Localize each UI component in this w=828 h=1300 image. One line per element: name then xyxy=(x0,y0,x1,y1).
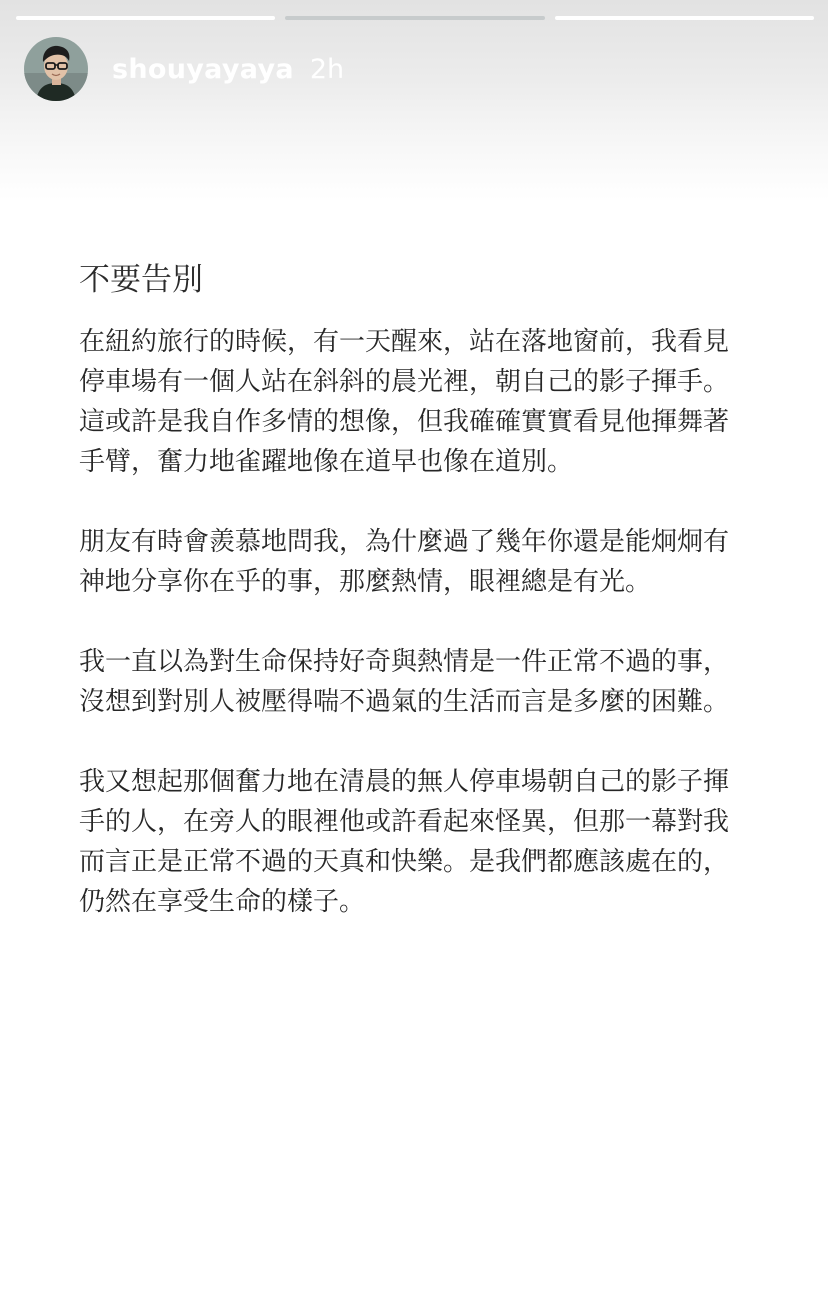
post-title: 不要告別 xyxy=(79,262,203,298)
story-username[interactable]: shouyayaya xyxy=(112,53,294,85)
post-paragraph-4: 我又想起那個奮力地在清晨的無人停車場朝自己的影子揮 手的人，在旁人的眼裡他或許看起來怪異，但那一幕對我 而言正是正常不過的天真和快樂。是我們都應該處在的， 仍然在享受生命的樣子。 xyxy=(79,767,730,917)
profile-avatar-icon[interactable] xyxy=(24,37,88,101)
story-progress-bar xyxy=(16,16,814,20)
story-text-content xyxy=(79,258,759,962)
top-gradient xyxy=(0,0,828,200)
story-timestamp: 2h xyxy=(309,53,345,85)
progress-segment-3 xyxy=(555,16,814,20)
progress-segment-1 xyxy=(16,16,275,20)
post-paragraph-1: 在紐約旅行的時候，有一天醒來，站在落地窗前，我看見 停車場有一個人站在斜斜的晨光裡，朝自己的影子揮手。 這或許是我自作多情的想像，但我確確實實看見他揮舞著 手臂，奮力地雀躍地像在道早也像在道別。 xyxy=(79,327,730,477)
post-paragraph-2: 朋友有時會羨慕地問我，為什麼過了幾年你還是能炯炯有 神地分享你在乎的事，那麼熱情，眼裡總是有光。 xyxy=(79,527,730,597)
story-header xyxy=(24,38,344,100)
progress-segment-2 xyxy=(285,16,544,20)
post-paragraph-3: 我一直以為對生命保持好奇與熱情是一件正常不過的事， 沒想到對別人被壓得喘不過氣的生活而言是多麼的困難。 xyxy=(79,647,730,717)
